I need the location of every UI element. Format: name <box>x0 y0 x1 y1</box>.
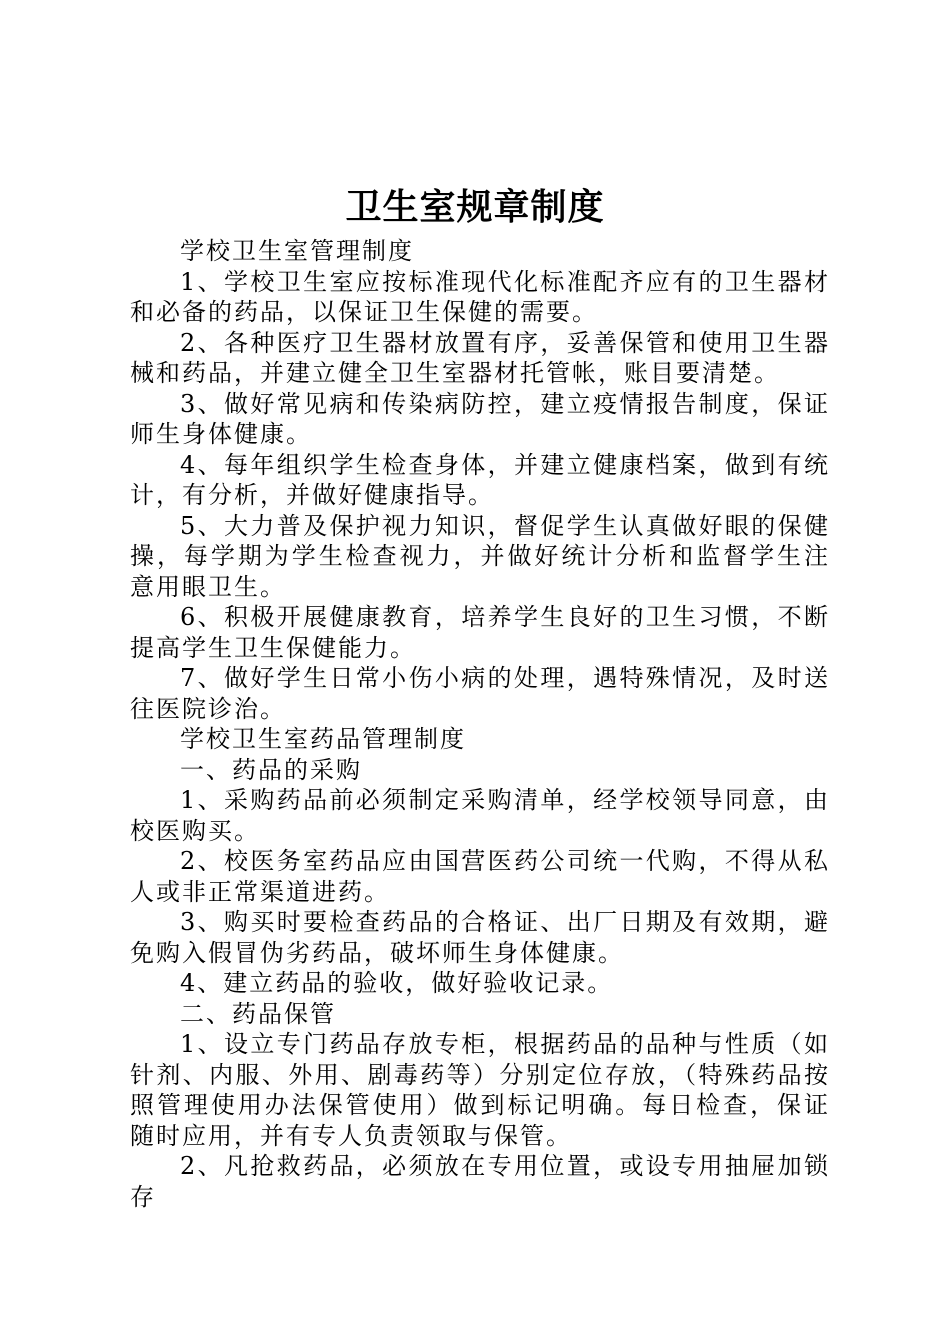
paragraph: 2、凡抢救药品，必须放在专用位置，或设专用抽屉加锁存 <box>130 1152 830 1211</box>
paragraph: 4、每年组织学生检查身体，并建立健康档案，做到有统计，有分析，并做好健康指导。 <box>130 450 830 509</box>
paragraph: 4、建立药品的验收，做好验收记录。 <box>180 969 614 997</box>
paragraph: 1、采购药品前必须制定采购清单，经学校领导同意，由校医购买。 <box>130 786 830 845</box>
paragraph: 3、做好常见病和传染病防控，建立疫情报告制度，保证师生身体健康。 <box>130 389 830 448</box>
document-title: 卫生室规章制度 <box>345 186 605 228</box>
paragraph: 7、做好学生日常小伤小病的处理，遇特殊情况，及时送往医院诊治。 <box>130 664 830 723</box>
subsection-heading-purchase: 一、药品的采购 <box>180 755 362 784</box>
paragraph: 5、大力普及保护视力知识，督促学生认真做好眼的保健操，每学期为学生检查视力，并做好统计分析和监督学生注意用眼卫生。 <box>130 511 830 601</box>
section-heading-management: 学校卫生室管理制度 <box>180 237 414 265</box>
paragraph: 1、设立专门药品存放专柜，根据药品的品种与性质（如针剂、内服、外用、剧毒药等）分别定位存放，（特殊药品按照管理使用办法保管使用）做到标记明确。每日检查，保证随时应用，并有专人负责领取与保管。 <box>130 1030 830 1150</box>
paragraph: 2、各种医疗卫生器材放置有序，妥善保管和使用卫生器械和药品，并建立健全卫生室器材托管帐，账目要清楚。 <box>130 328 830 387</box>
paragraph: 3、购买时要检查药品的合格证、出厂日期及有效期，避免购入假冒伪劣药品，破坏师生身体健康。 <box>130 908 830 967</box>
subsection-heading-storage: 二、药品保管 <box>180 999 336 1028</box>
section-heading-medicine: 学校卫生室药品管理制度 <box>180 725 466 753</box>
paragraph: 1、学校卫生室应按标准现代化标准配齐应有的卫生器材和必备的药品，以保证卫生保健的需要。 <box>130 267 830 326</box>
paragraph: 2、校医务室药品应由国营医药公司统一代购，不得从私人或非正常渠道进药。 <box>130 847 830 906</box>
paragraph: 6、积极开展健康教育，培养学生良好的卫生习惯，不断提高学生卫生保健能力。 <box>130 603 830 662</box>
document-body <box>130 236 830 1212</box>
